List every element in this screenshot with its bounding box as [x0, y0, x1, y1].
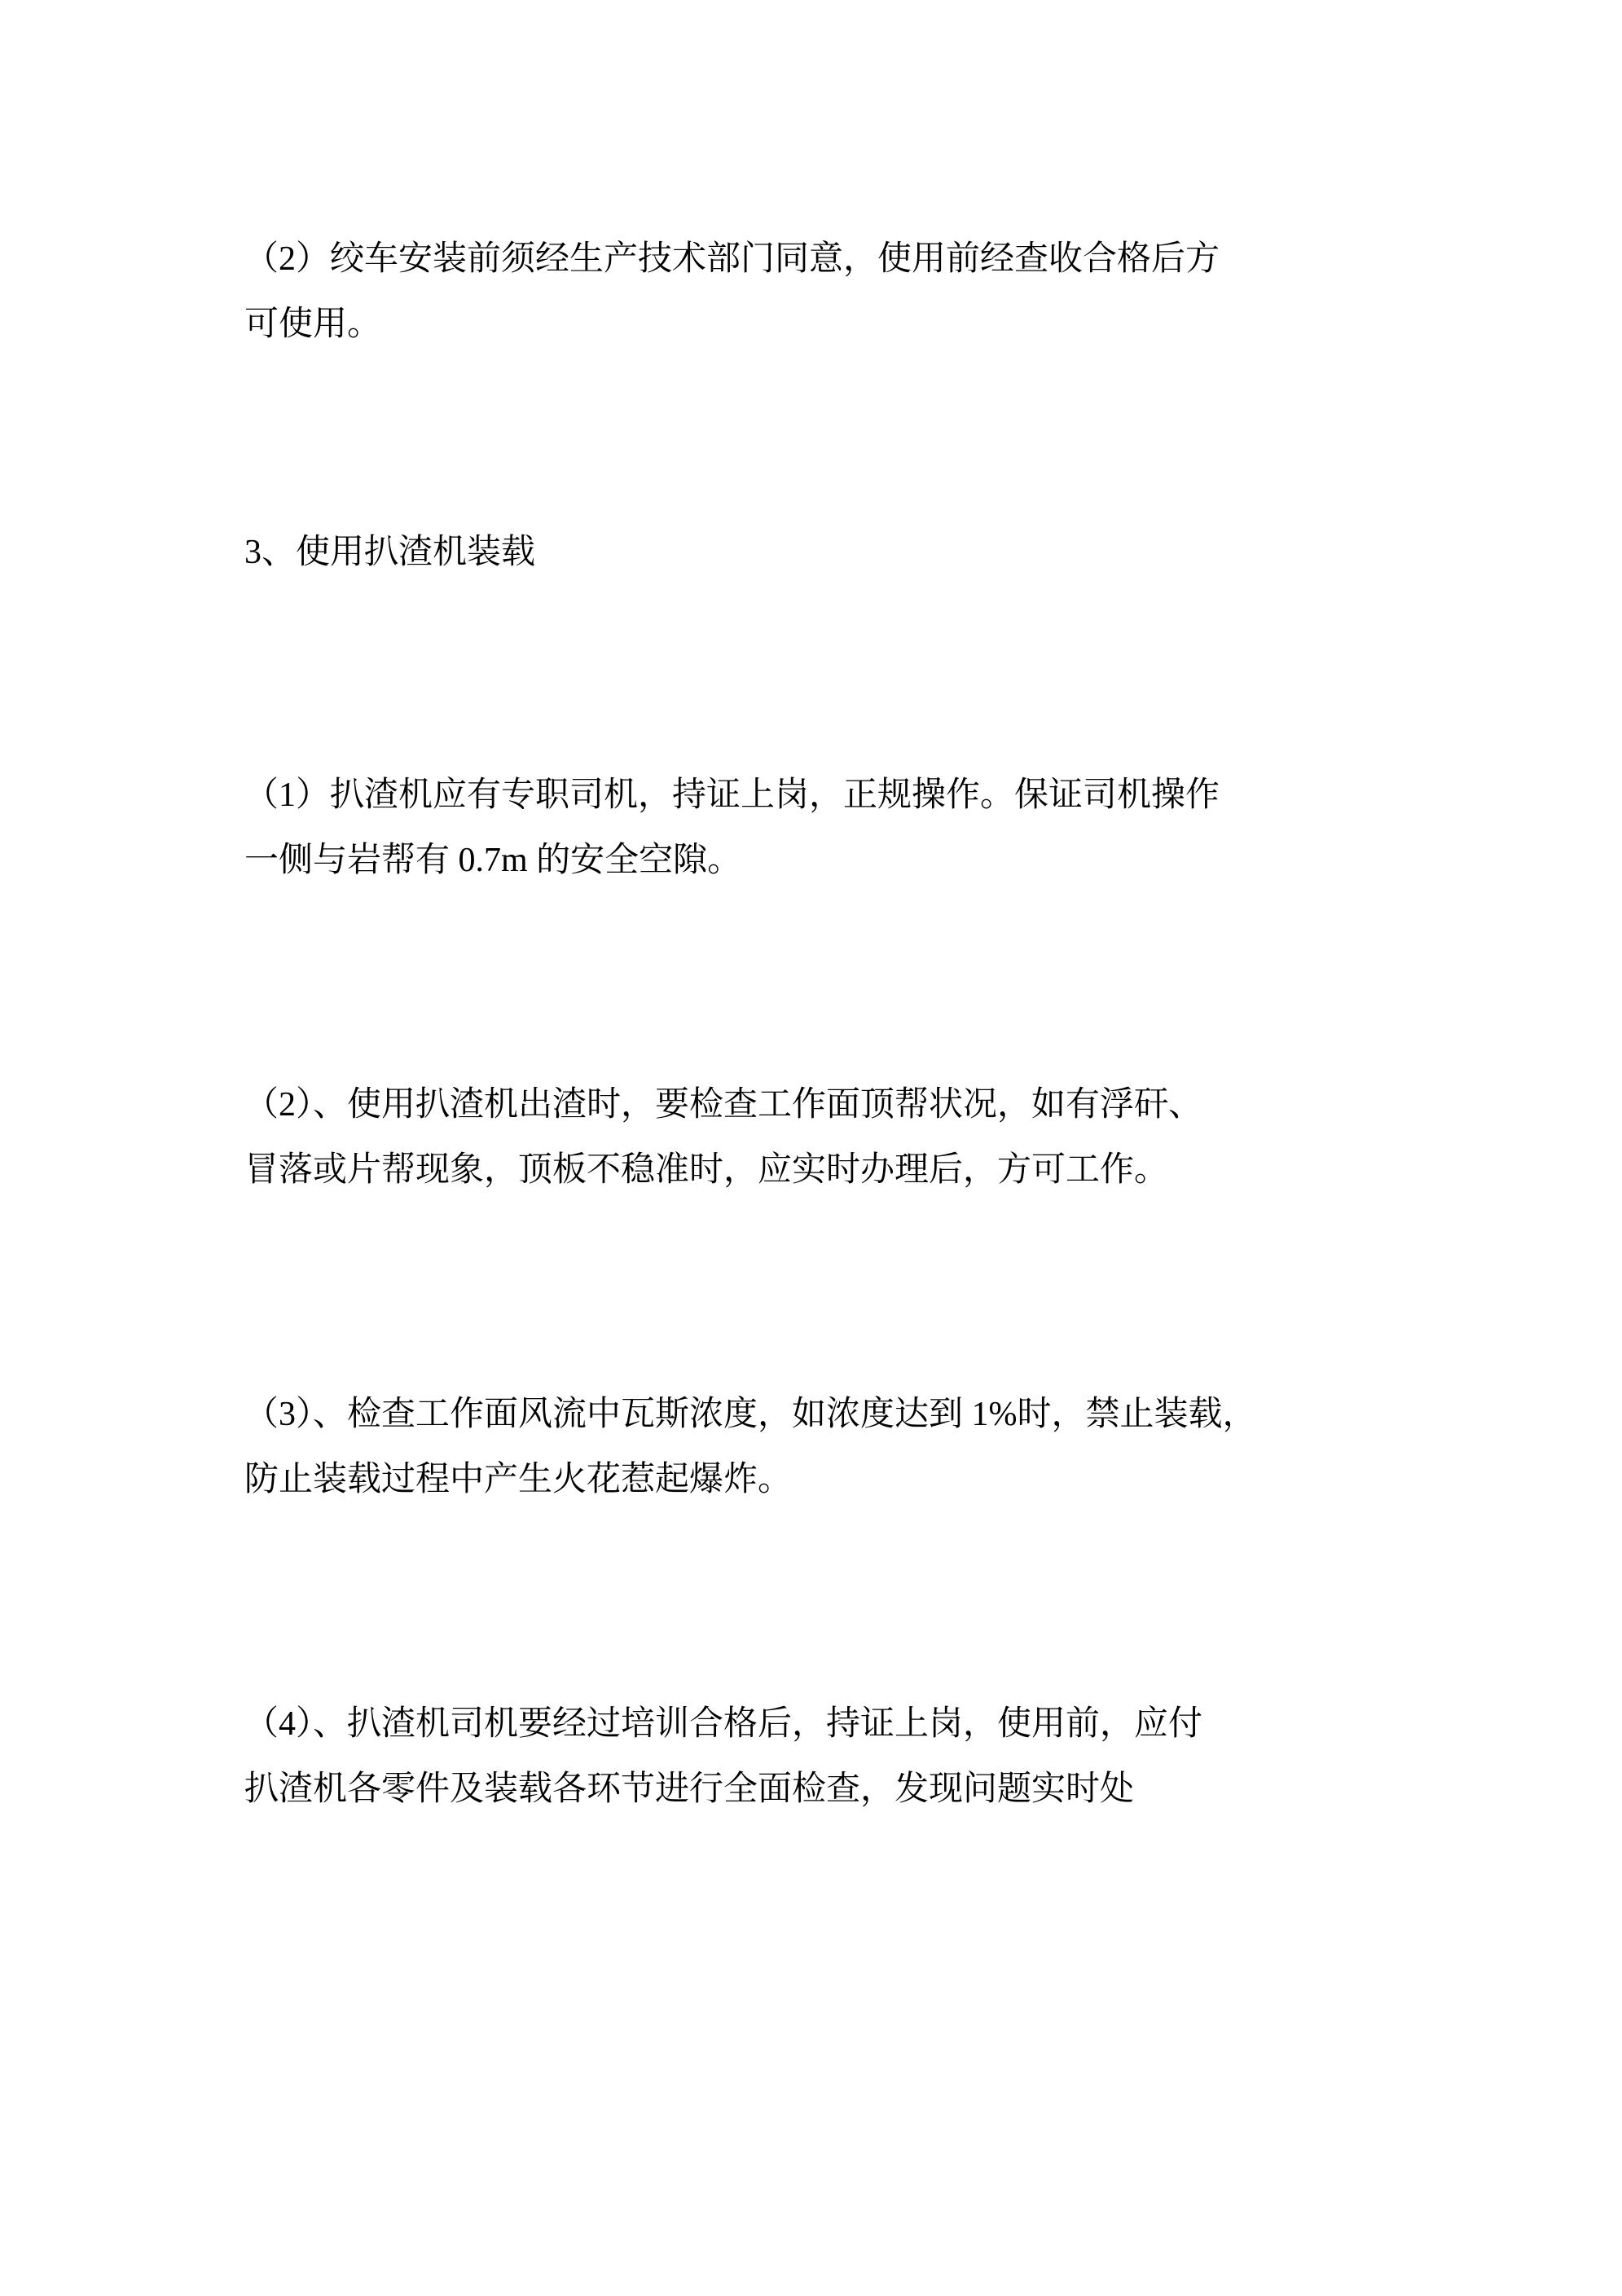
text-line: （1）扒渣机应有专职司机，持证上岗，正规操作。保证司机操作 — [244, 776, 1220, 814]
heading-line: 3、使用扒渣机装载 — [244, 534, 536, 571]
text-line: （2）绞车安装前须经生产技术部门同意，使用前经查收合格后方 — [244, 240, 1220, 278]
paragraph-item-2 — [244, 1072, 1524, 1203]
document-content — [244, 227, 1524, 1822]
paragraph-item-3 — [244, 1382, 1524, 1512]
paragraph-winch-approval — [244, 227, 1524, 357]
text-line: 一侧与岩帮有 0.7m 的安全空隙。 — [244, 842, 742, 879]
text-line: 可使用。 — [244, 306, 382, 343]
text-line: （2）、使用扒渣机出渣时，要检查工作面顶帮状况，如有浮矸、 — [244, 1086, 1203, 1124]
paragraph-item-1 — [244, 763, 1524, 893]
text-line: 冒落或片帮现象，顶板不稳准时，应实时办理后，方可工作。 — [244, 1151, 1169, 1189]
text-line: 扒渣机各零件及装载各环节进行全面检查，发现问题实时处 — [244, 1770, 1135, 1808]
text-line: （3）、检查工作面风流中瓦斯浓度，如浓度达到 1%时，禁止装载， — [244, 1396, 1257, 1433]
text-line: 防止装载过程中产生火花惹起爆炸。 — [244, 1461, 793, 1498]
paragraph-item-4 — [244, 1691, 1524, 1822]
text-line: （4）、扒渣机司机要经过培训合格后，持证上岗，使用前，应付 — [244, 1705, 1203, 1743]
section-heading-loader — [244, 520, 1524, 585]
